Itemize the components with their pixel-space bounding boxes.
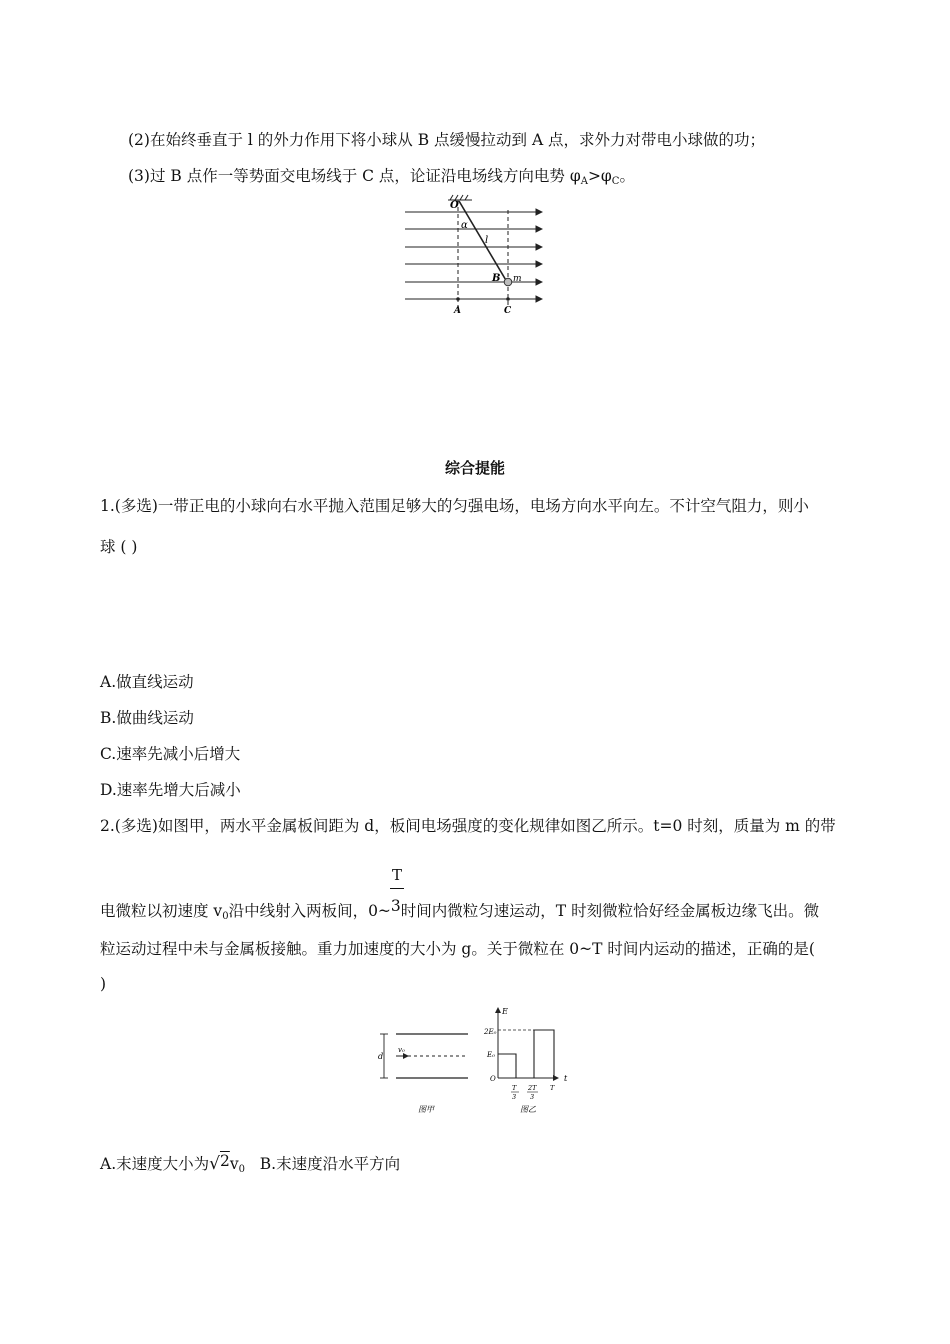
axis-t-label: t bbox=[564, 1074, 568, 1083]
label-e0: E₀ bbox=[487, 1051, 495, 1059]
tick-t: T bbox=[550, 1084, 555, 1092]
sqrt-radicand: 2 bbox=[219, 1152, 230, 1170]
label-2e0: 2E₀ bbox=[484, 1028, 497, 1036]
tick-t3-den: 3 bbox=[512, 1093, 517, 1101]
label-a: A bbox=[454, 306, 461, 316]
tick-2t3-den: 3 bbox=[530, 1093, 535, 1101]
option-a-v-sub: 0 bbox=[238, 1164, 245, 1175]
option-b-label: B.末速度沿水平方向 bbox=[259, 1155, 401, 1173]
caption-left: 图甲 bbox=[418, 1105, 434, 1114]
axis-e-label: E bbox=[502, 1007, 508, 1016]
sqrt-symbol: √ bbox=[209, 1154, 220, 1174]
problem-1-stem-line-1: 1.(多选)一带正电的小球向右水平抛入范围足够大的匀强电场，电场方向水平向左。不计空气阻力，则小 bbox=[100, 497, 809, 515]
v0-subscript: 0 bbox=[222, 911, 229, 922]
fraction-bar bbox=[390, 888, 404, 889]
question-3-text bbox=[128, 164, 635, 187]
section-heading: 综合提能 bbox=[444, 459, 505, 477]
phi-sub-c: C bbox=[611, 176, 620, 187]
problem-2-options bbox=[100, 1152, 400, 1175]
e-t-step-graph bbox=[498, 1030, 554, 1078]
problem-2-stem-line-1: 2.(多选)如图甲，两水平金属板间距为 d，板间电场强度的变化规律如图乙所示。t=0 时刻，质量为 m 的带 bbox=[100, 817, 836, 835]
ball bbox=[504, 278, 512, 286]
problem-2-stem-line-3: 粒运动过程中未与金属板接触。重力加速度的大小为 g。关于微粒在 0~T 时间内运动的描述，正确的是( bbox=[100, 940, 815, 958]
string-line bbox=[459, 201, 507, 282]
caption-right: 图乙 bbox=[520, 1105, 536, 1114]
pendulum-field-figure bbox=[400, 192, 550, 317]
label-v0: v₀ bbox=[398, 1046, 405, 1054]
phi-sub-a: A bbox=[580, 176, 588, 187]
option-a: A.做直线运动 bbox=[100, 673, 194, 691]
question-3-main: (3)过 B 点作一等势面交电场线于 C 点，论证沿电场线方向电势 φ bbox=[128, 167, 581, 185]
stem-line-2-part-c: 时间内微粒匀速运动，T 时刻微粒恰好经金属板边缘飞出。微 bbox=[400, 902, 820, 920]
point-c bbox=[506, 297, 510, 301]
label-c: C bbox=[504, 306, 512, 316]
problem-1-stem-line-2: 球 ( ) bbox=[100, 538, 138, 556]
problem-2-stem-line-4: ) bbox=[100, 975, 107, 993]
option-d: D.速率先增大后减小 bbox=[100, 781, 241, 799]
tick-t3-num: T bbox=[512, 1084, 517, 1092]
label-o: O bbox=[450, 200, 459, 211]
phi-gt: >φ bbox=[587, 167, 612, 185]
label-b: B bbox=[492, 273, 501, 284]
tick-2t3-num: 2T bbox=[528, 1084, 537, 1092]
label-origin: O bbox=[490, 1075, 496, 1083]
fraction-denominator: 3 bbox=[390, 897, 401, 915]
label-m: m bbox=[513, 274, 522, 284]
label-alpha: α bbox=[461, 220, 468, 231]
label-d: d bbox=[378, 1052, 384, 1061]
fraction-numerator: T bbox=[392, 866, 403, 884]
question-2-text: (2)在始终垂直于 l 的外力作用下将小球从 B 点缓慢拉动到 A 点，求外力对带电小球做的功； bbox=[128, 131, 766, 149]
stem-line-2-part-b: 沿中线射入两板间，0~ bbox=[228, 902, 391, 920]
stem-line-2-part-a: 电微粒以初速度 v bbox=[100, 902, 223, 920]
option-a-label: A.末速度大小为 bbox=[100, 1155, 210, 1173]
option-b: B.做曲线运动 bbox=[100, 709, 194, 727]
problem-2-stem-line-2 bbox=[100, 899, 819, 922]
point-a bbox=[456, 297, 460, 301]
question-3-end: 。 bbox=[619, 167, 635, 185]
label-l: l bbox=[485, 235, 489, 246]
plates-and-field-graph-figure bbox=[374, 1004, 588, 1120]
option-a-v: v bbox=[229, 1155, 239, 1173]
option-c: C.速率先减小后增大 bbox=[100, 745, 241, 763]
